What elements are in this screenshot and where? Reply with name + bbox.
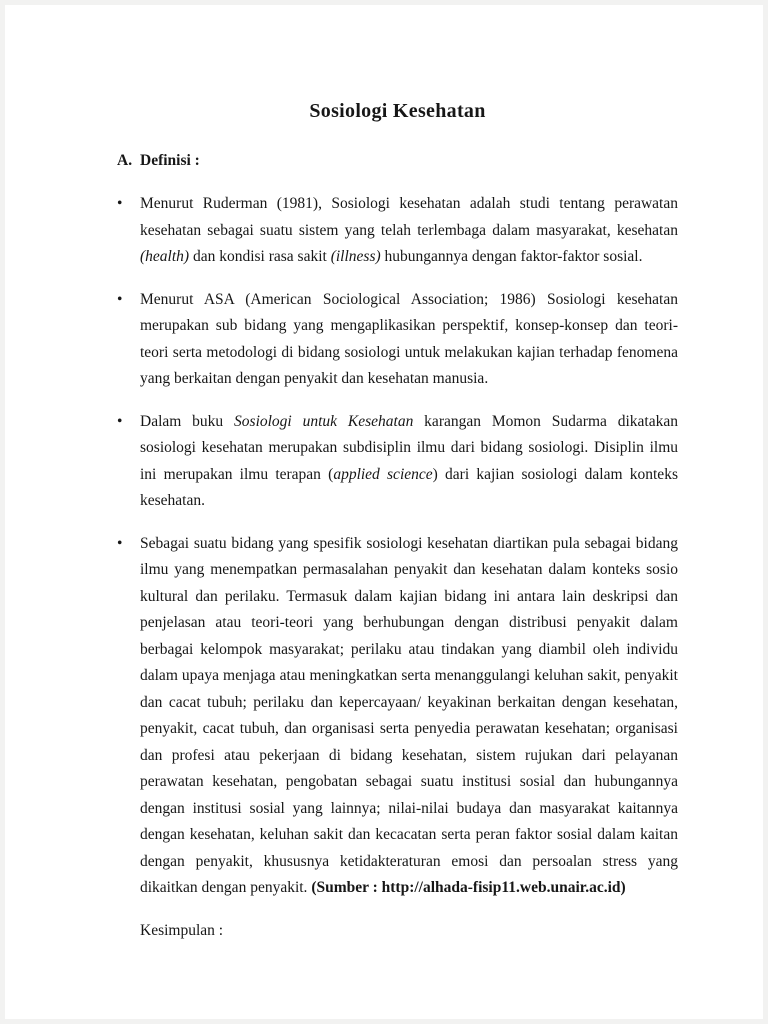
- bullet-list: [117, 191, 678, 902]
- bullet-item: [140, 191, 678, 271]
- document-title: Sosiologi Kesehatan: [309, 100, 486, 122]
- closing-heading: Kesimpulan :: [140, 921, 224, 939]
- text-segment: Menurut Ruderman (1981), Sosiologi kesehatan adalah studi tentang perawatan kesehatan sebagai suatu sistem yang telah terlembaga dalam masyarakat, kesehatan: [140, 195, 678, 239]
- bullet-item: [140, 287, 678, 393]
- italic-text-segment: Sosiologi untuk Kesehatan: [234, 412, 414, 430]
- italic-text-segment: applied science: [333, 465, 433, 483]
- section-heading: [117, 148, 678, 174]
- text-segment: Sebagai suatu bidang yang spesifik sosiologi kesehatan diartikan pula sebagai bidang ilmu yang menempatkan permasalahan penyakit dan kesehatan dalam konteks sosio kultural dan perilaku. Termasuk dalam kajian bidang ini antara lain deskripsi dan penjelasan atau teori-teori yang berhubungan dengan distribusi penyakit dalam berbagai kelompok masyarakat; perilaku atau tindakan yang diambil oleh individu dalam upaya menjaga atau meningkatkan serta menanggulangi keluhan sakit, penyakit dan cacat tubuh; perilaku dan kepercayaan/ keyakinan berkaitan dengan kesehatan, penyakit, cacat tubuh, dan organisasi serta penyedia perawatan kesehatan; organisasi dan profesi atau pekerjaan di bidang kesehatan, sistem rujukan dari pelayanan perawatan kesehatan, pengobatan sebagai suatu institusi sosial dan hubungannya dengan institusi sosial yang lainnya; nilai-nilai budaya dan masyarakat kaitannya dengan kesehatan, keluhan sakit dan kecacatan serta peran faktor sosial dalam kaitan dengan penyakit, khususnya ketidakteraturan emosi dan persoalan stress yang dikaitkan dengan penyakit.: [140, 534, 678, 896]
- bold-text-segment: (Sumber : http://alhada-fisip11.web.unair.ac.id): [311, 879, 626, 896]
- bullet-item: [140, 531, 678, 902]
- text-segment: hubungannya dengan faktor-faktor sosial.: [380, 248, 643, 265]
- text-segment: dan kondisi rasa sakit: [189, 248, 331, 265]
- bullet-item: [140, 409, 678, 515]
- text-segment: Menurut ASA (American Sociological Association; 1986) Sosiologi kesehatan merupakan sub bidang yang mengaplikasikan perspektif, konsep-konsep dan teori-teori serta metodologi di bidang sosiologi untuk melakukan kajian terhadap fenomena yang berkaitan dengan penyakit dan kesehatan manusia.: [140, 290, 678, 387]
- section-heading-marker: A.: [117, 152, 133, 169]
- italic-text-segment: (illness): [330, 248, 381, 265]
- italic-text-segment: (health): [140, 248, 190, 265]
- section-heading-text: Definisi :: [140, 152, 200, 169]
- document-page: [5, 5, 763, 1019]
- text-segment: ) dari kajian sosiologi dalam konteks kesehatan.: [140, 465, 678, 509]
- text-segment: karangan Momon Sudarma dikatakan sosiologi kesehatan merupakan subdisiplin ilmu dari bidang sosiologi. Disiplin ilmu ini merupakan ilmu terapan (: [140, 412, 678, 483]
- text-segment: Dalam buku: [140, 412, 235, 430]
